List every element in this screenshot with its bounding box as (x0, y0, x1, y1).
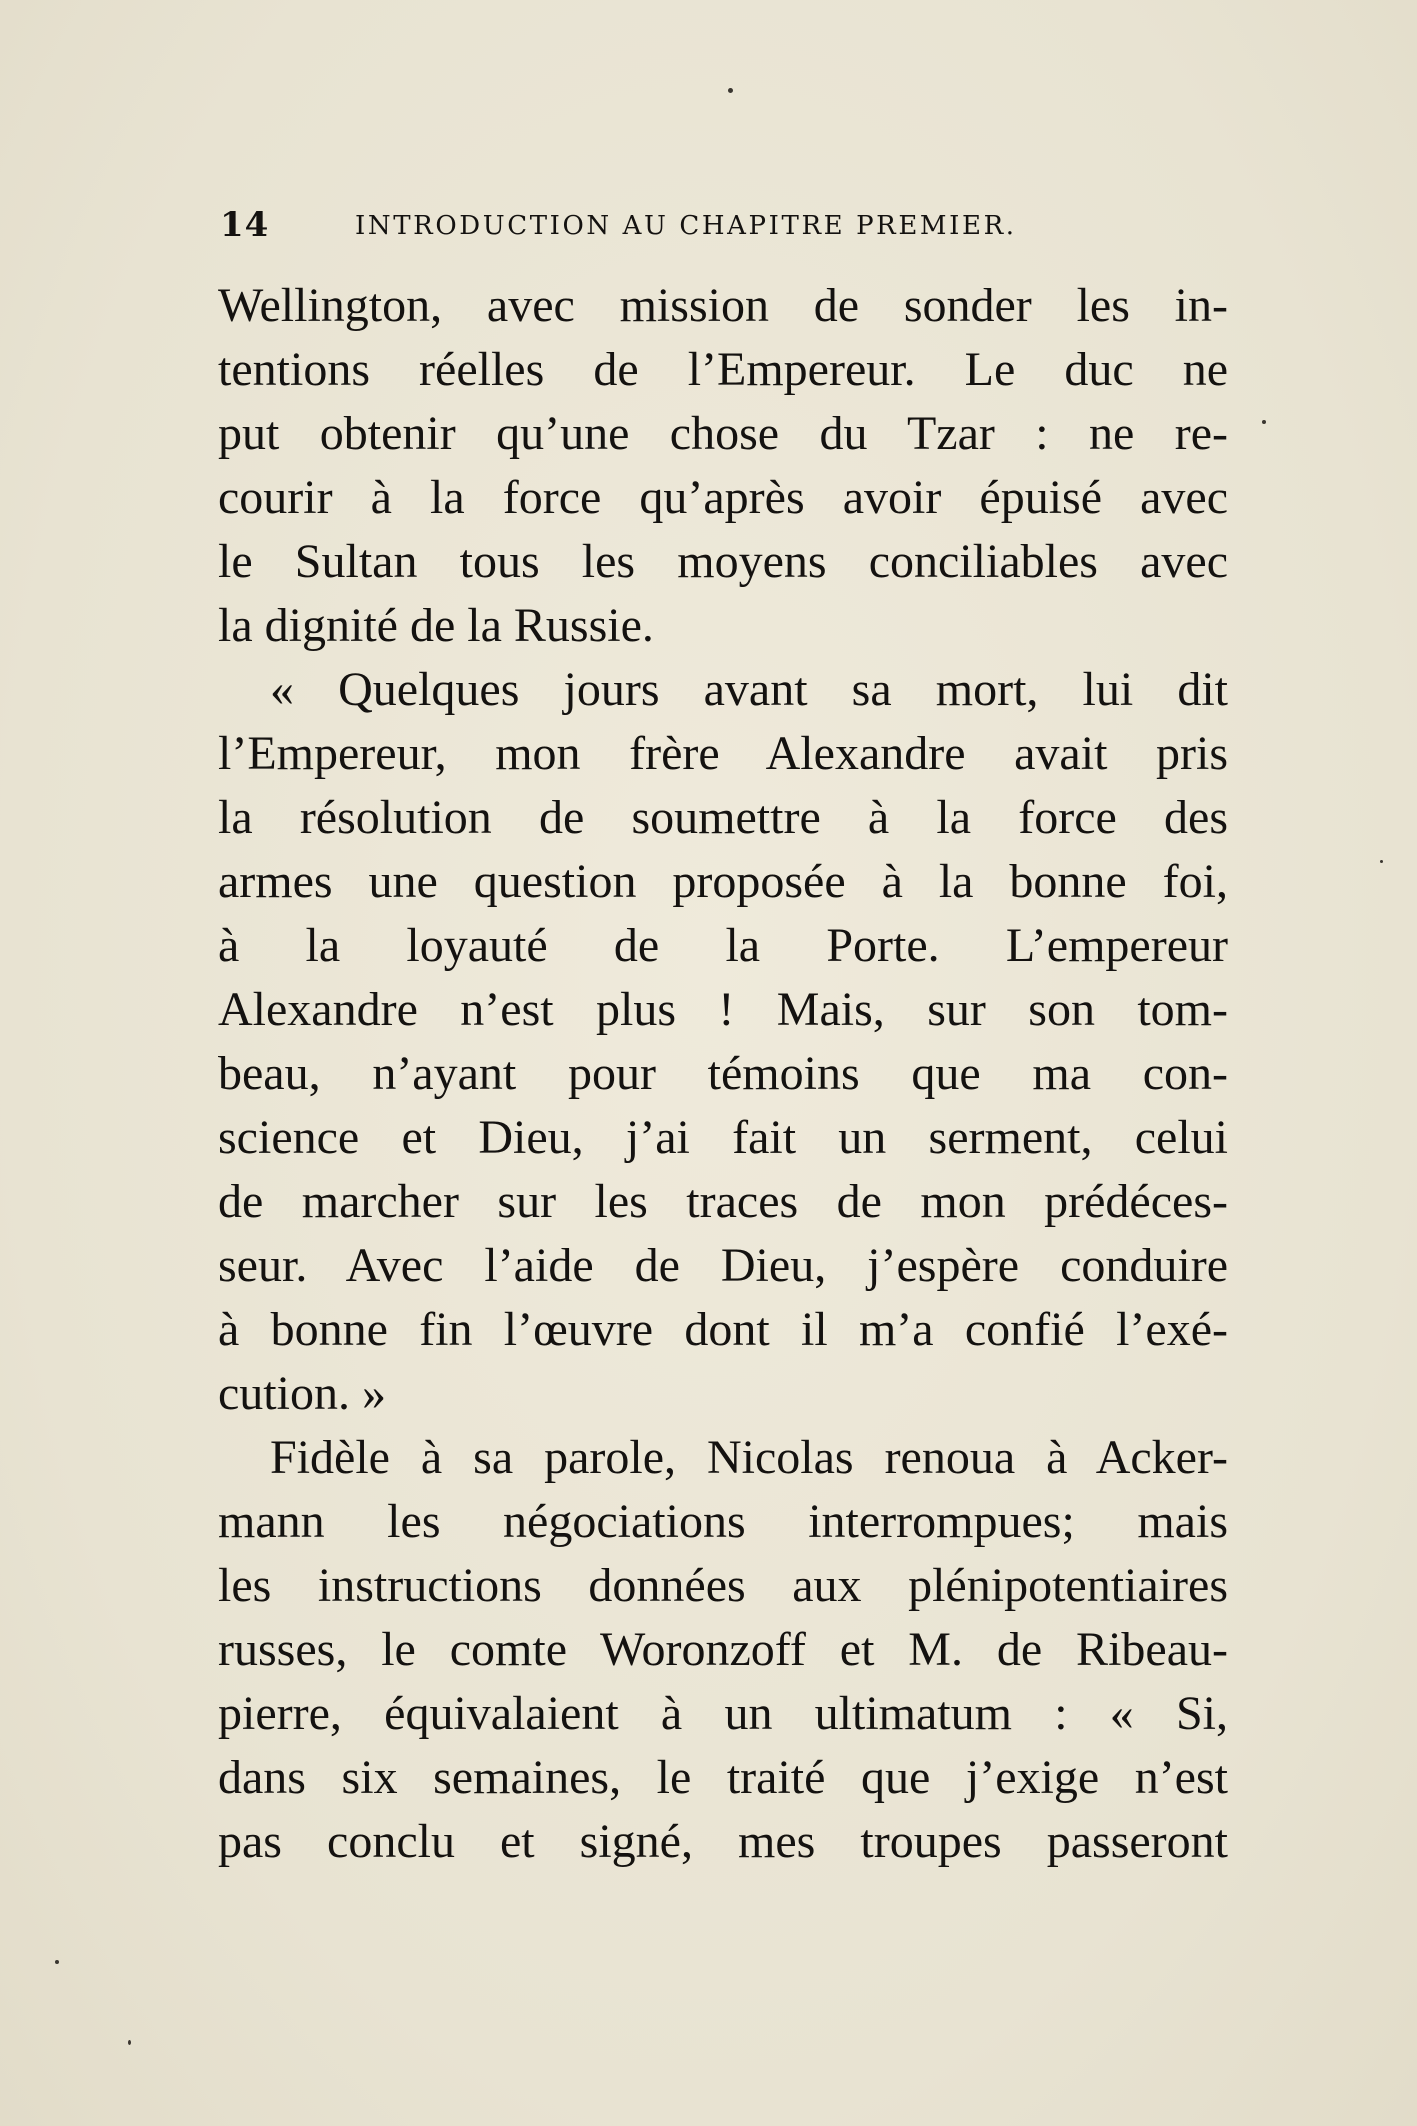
text-line: à bonne fin l’œuvre dont il m’a confié l’exé- (218, 1303, 1228, 1356)
print-speck (55, 1960, 59, 1964)
print-speck (1380, 860, 1383, 863)
text-line: armes une question proposée à la bonne foi, (218, 855, 1228, 908)
running-head (220, 205, 1090, 255)
print-speck (128, 2040, 131, 2045)
text-line: science et Dieu, j’ai fait un serment, celui (218, 1111, 1228, 1164)
chapter-heading: INTRODUCTION AU CHAPITRE PREMIER. (355, 211, 1017, 241)
text-line: Fidèle à sa parole, Nicolas renoua à Acker- (270, 1431, 1228, 1484)
text-line: la résolution de soumettre à la force des (218, 791, 1228, 844)
text-line: le Sultan tous les moyens conciliables avec (218, 535, 1228, 588)
text-line: la dignité de la Russie. (218, 599, 654, 652)
body-text (218, 274, 1228, 1874)
text-line: à la loyauté de la Porte. L’empereur (218, 919, 1228, 972)
text-line: put obtenir qu’une chose du Tzar : ne re- (218, 407, 1228, 460)
text-line: les instructions données aux plénipotentiaires (218, 1559, 1228, 1612)
text-line: pas conclu et signé, mes troupes passeront (218, 1815, 1228, 1868)
print-speck (728, 88, 733, 93)
text-line: pierre, équivalaient à un ultimatum : « Si, (218, 1687, 1228, 1740)
text-line: l’Empereur, mon frère Alexandre avait pris (218, 727, 1228, 780)
text-line: beau, n’ayant pour témoins que ma con- (218, 1047, 1228, 1100)
text-line: courir à la force qu’après avoir épuisé avec (218, 471, 1228, 524)
text-line: dans six semaines, le traité que j’exige n’est (218, 1751, 1228, 1804)
text-line: tentions réelles de l’Empereur. Le duc ne (218, 343, 1228, 396)
text-line: russes, le comte Woronzoff et M. de Ribeau- (218, 1623, 1228, 1676)
text-line: seur. Avec l’aide de Dieu, j’espère conduire (218, 1239, 1228, 1292)
text-line: cution. » (218, 1367, 386, 1420)
text-line: mann les négociations interrompues; mais (218, 1495, 1228, 1548)
text-line: « Quelques jours avant sa mort, lui dit (270, 663, 1228, 716)
text-line: Alexandre n’est plus ! Mais, sur son tom- (218, 983, 1228, 1036)
text-line: de marcher sur les traces de mon prédéces- (218, 1175, 1228, 1228)
page-number: 14 (220, 205, 270, 245)
text-line: Wellington, avec mission de sonder les in- (218, 279, 1228, 332)
print-speck (1262, 420, 1266, 424)
